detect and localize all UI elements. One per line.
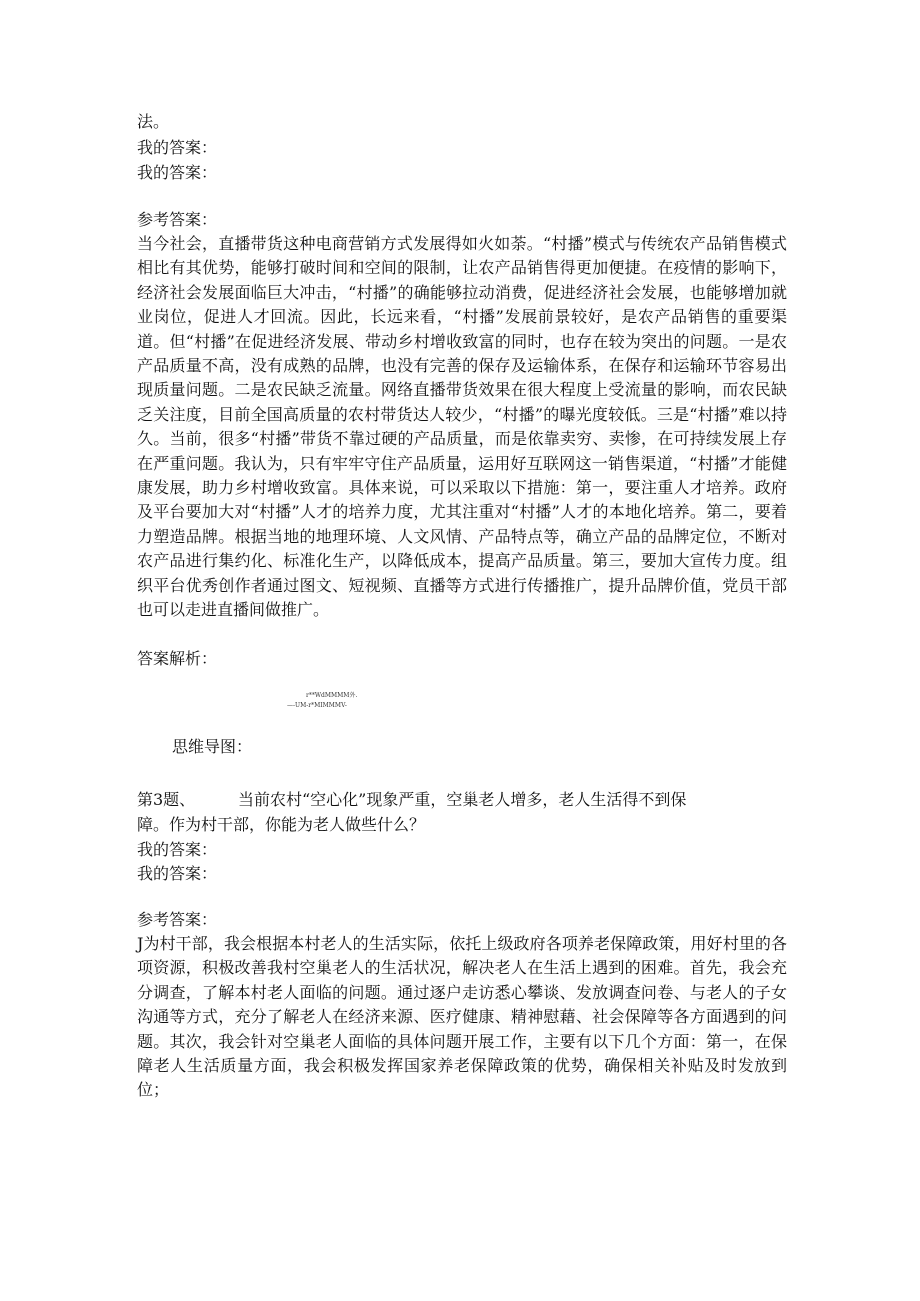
garbled-image-text: —-UM-r*MIMMMV- (287, 702, 347, 709)
my-answer-label: 我的答案： (137, 840, 218, 859)
garbled-image-text: r**WdMMMM外. (306, 692, 358, 699)
answer-analysis-label: 答案解析： (137, 649, 218, 668)
continuation-text: 法。 (137, 112, 170, 131)
question-number: 第3题、 (137, 790, 196, 809)
question-text: 当前农村“空心化”现象严重，空巢老人增多，老人生活得不到保 (238, 790, 687, 809)
reference-answer-text: J为村干部，我会根据本村老人的生活实际，依托上级政府各项养老保障政策，用好村里的各项资源，积极改善我村空巢老人的生活状况，解决老人在生活上遇到的困难。首先，我会充分调查，了解本村老人面临的问题。通过逐户走访悉心攀谈、发放调查问卷、与老人的子女沟通等方式，充分了解老人在经济来源、医疗健康、精神慰藉、社会保障等各方面遇到的问题。其次，我会针对空巢老人面临的具体问题开展工作，主要有以下几个方面：第一，在保障老人生活质量方面，我会积极发挥国家养老保障政策的优势，确保相关补贴及时发放到位； (137, 934, 787, 1100)
my-answer-label: 我的答案： (137, 138, 218, 157)
reference-answer-label: 参考答案： (137, 910, 218, 929)
my-answer-label: 我的答案： (137, 864, 218, 883)
reference-answer-text: 当今社会，直播带货这种电商营销方式发展得如火如荼。“村播”模式与传统农产品销售模式相比有其优势，能够打破时间和空间的限制，让农产品销售得更加便捷。在疫情的影响下，经济社会发展面临巨大冲击，“村播”的确能够拉动消费，促进经济社会发展，也能够增加就业岗位，促进人才回流。因此，长远来看，“村播”发展前景较好，是农产品销售的重要渠道。但“村播”在促进经济发展、带动乡村增收致富的同时，也存在较为突出的问题。一是农产品质量不高，没有成熟的品牌，也没有完善的保存及运输体系，在保存和运输环节容易出现质量问题。二是农民缺乏流量。网络直播带货效果在很大程度上受流量的影响，而农民缺乏关注度，目前全国高质量的农村带货达人较少，“村播”的曝光度较低。三是“村播”难以持久。当前，很多“村播”带货不靠过硬的产品质量，而是依靠卖穷、卖惨，在可持续发展上存在严重问题。我认为，只有牢牢守住产品质量，运用好互联网这一销售渠道，“村播”才能健康发展，助力乡村增收致富。具体来说，可以采取以下措施：第一，要注重人才培养。政府及平台要加大对“村播”人才的培养力度，尤其注重对“村播”人才的本地化培养。第二，要着力塑造品牌。根据当地的地理环境、人文风情、产品特点等，确立产品的品牌定位，不断对农产品进行集约化、标准化生产，以降低成本，提高产品质量。第三，要加大宣传力度。组织平台优秀创作者通过图文、短视频、直播等方式进行传播推广，提升品牌价值，党员干部也可以走进直播间做推广。 (137, 234, 787, 620)
mind-map-label: 思维导图： (172, 737, 253, 756)
question-text: 障。作为村干部，你能为老人做些什么？ (137, 815, 426, 834)
my-answer-label: 我的答案： (137, 163, 218, 182)
reference-answer-label: 参考答案： (137, 210, 218, 229)
